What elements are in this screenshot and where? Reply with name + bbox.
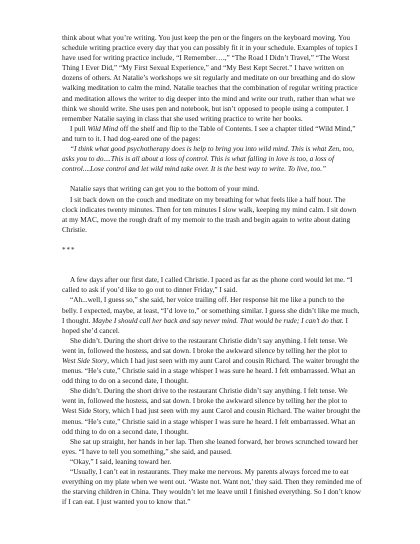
paragraph-confession: She didn’t. During the short drive to the restaurant Christie didn’t say anything. I felt tense. We went in, followed the hostess, and sat down. I broke the awkward silence by telling her the plot to West Side Story, which I had just seen with my aunt Carol and cousin Richard. The waiter brought the menus. “He’s cute,” Christie said in a stage whisper I was sure he heard. I felt embarrassed. What an odd thing to do on a second date, I thought.: [62, 386, 361, 436]
book-title-wild-mind: Wild Mind: [87, 123, 119, 133]
text-run: off the shelf and flip to the Table of Contents. I see a chapter titled “Wild Mind,” and turn to it. I had dog-eared one of the pages:: [62, 123, 356, 143]
paragraph-spacer: [62, 235, 362, 245]
paragraph-spacer: [62, 265, 362, 275]
text-run: I pull: [70, 123, 88, 133]
paragraph-writing-practice: think about what you’re writing. You just keep the pen or the fingers on the keyboard moving. You schedule writing practice every day that you can possibly fit it in your schedule. Examples of topics I have used for writing practice include, “I Remember….,” “The Road I Didn’t Travel,” “The Worst Thing I Ever Did,” “My First Sexual Experience,” and “My Best Kept Secret.” I have written on dozens of others. At Natalie’s workshops we sit regularly and meditate on our breathing and do slow walking meditation to calm the mind. Natalie teaches that the combination of regular writing practice and meditation allows the writer to dig deeper into the mind and write our truth, rather than what we think we should write. She uses pen and notebook, but isn’t opposed to people using a computer. I remember Natalie saying in class that she used writing practice to write her books.: [62, 33, 358, 123]
paragraph-response: [62, 295, 362, 335]
paragraph-wild-mind-intro: [62, 124, 362, 144]
text-run: I hoped she’d cancel.: [62, 315, 348, 335]
paragraph-spacer: [62, 174, 362, 184]
paragraph-bottom-of-mind: Natalie says that writing can get you to the bottom of your mind.: [70, 184, 260, 194]
paragraph-phone-call: A few days after our first date, I called Christie. I paced as far as the phone cord would let me. “I called to ask if you’d like to go out to dinner Friday,” I said.: [62, 275, 353, 295]
paragraph-sorry: “Usually, I can’t eat in restaurants. They make me nervous. My parents always forced me to eat everything on my plate when we went out. ‘Waste not. Want not,’ they said. Then they reminded me of the starving children in China. They wouldn’t let me leave until I finished everything. So I don’t know if I can eat. I just wanted you to know that.”: [62, 467, 362, 507]
document-page: [62, 33, 362, 507]
block-quote: “I think what good psychotherapy does is help to bring you into wild mind. This is what Zen, too, asks you to do....This is all about a loss of control. This is what falling in love is too, a loss of control....Lose control and let wild mind take over. It is the best way to write. To live, too.”: [62, 144, 354, 174]
paragraph-restaurant: [62, 336, 362, 386]
text-run: “Ah...well, I guess so,” she said, her voice trailing off. Her response hit me like a punch to the belly. I expected, maybe, at least, “I’d love to,” or something similar. I guess she didn’t like me much, I thought.: [62, 295, 360, 325]
paragraph-spacer: [62, 255, 362, 265]
paragraph-restaurants-nervous: “Okay,” I said, leaning toward her.: [70, 456, 172, 466]
text-run: , which I had just seen with my aunt Carol and cousin Richard. The waiter brought the menus. “He’s cute,” Christie said in a stage whisper I was sure he heard. I felt embarrassed. What an odd thing to do on a second date, I thought.: [62, 356, 360, 386]
paragraph-okay: She sat up straight, her hands in her lap. Then she leaned forward, her brows scrunched toward her eyes. “I have to tell you something,” she said, and paused.: [62, 436, 359, 456]
text-run: She didn’t. During the short drive to the restaurant Christie didn’t say anything. I felt tense. We went in, followed the hostess, and sat down. I broke the awkward silence by telling her the plot to: [62, 335, 348, 355]
paragraph-meditation: I sit back down on the couch and meditate on my breathing for what feels like a half hour. The clock indicates twenty minutes. Then for ten minutes I slow walk, keeping my mind calm. I sit down at my MAC, move the rough draft of my memoir to the trash and begin again to write about dating Christie.: [62, 194, 357, 234]
section-separator: ***: [62, 245, 76, 254]
italic-thought: Maybe I should call her back and say never mind. That would be rude; I can’t do that.: [92, 315, 344, 325]
title-west-side-story: West Side Story: [62, 356, 108, 365]
